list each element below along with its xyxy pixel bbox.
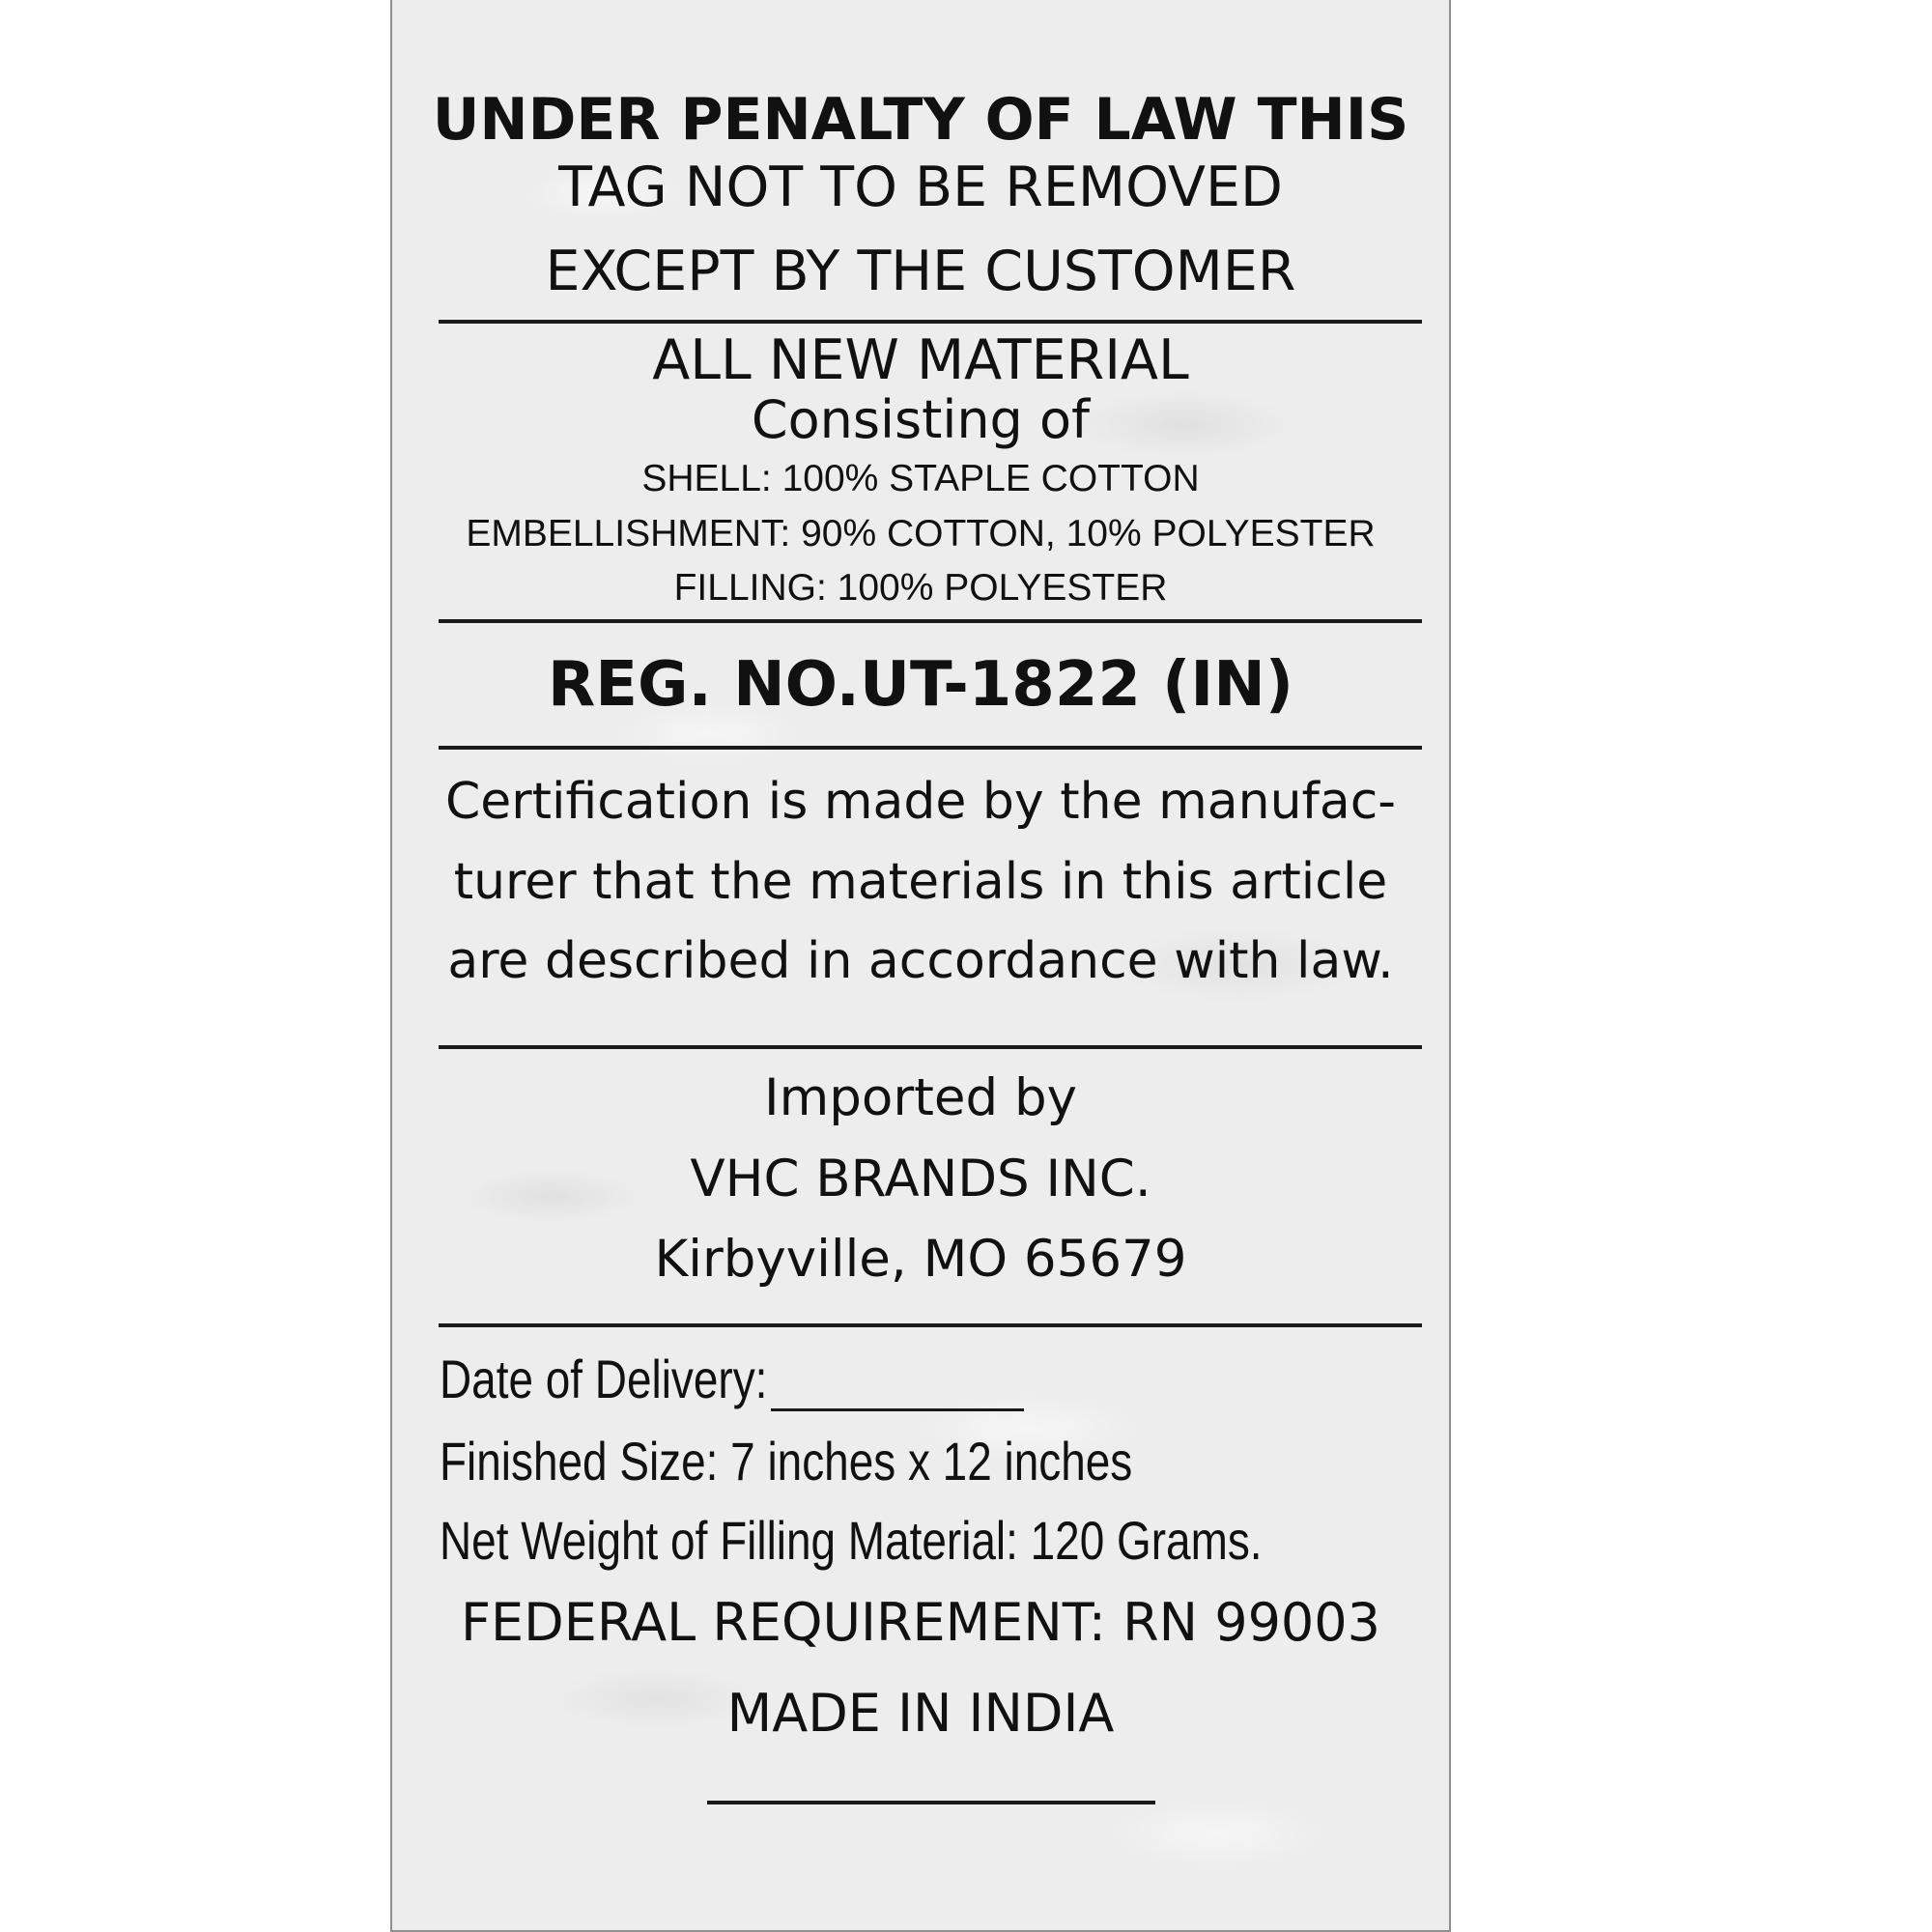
material-filling: FILLING: 100% POLYESTER (673, 567, 1168, 609)
divider-4 (439, 1045, 1422, 1049)
divider-2 (439, 619, 1422, 623)
country-of-origin: MADE IN INDIA (726, 1683, 1115, 1744)
importer-name: VHC BRANDS INC. (690, 1150, 1151, 1208)
importer-address: Kirbyville, MO 65679 (654, 1230, 1187, 1289)
delivery-date-label: Date of Delivery: (440, 1349, 768, 1409)
material-subheading: Consisting of (751, 389, 1091, 450)
signature-line (707, 1801, 1155, 1804)
warning-line-1: UNDER PENALTY OF LAW THIS (432, 86, 1409, 154)
certification-line-2: turer that the materials in this article (453, 853, 1388, 911)
certification-line-1: Certification is made by the manufac- (444, 773, 1397, 831)
federal-requirement: FEDERAL REQUIREMENT: RN 99003 (460, 1592, 1380, 1653)
net-weight: Net Weight of Filling Material: 120 Grams. (440, 1510, 1263, 1571)
warning-line-2: TAG NOT TO BE REMOVED (558, 156, 1283, 219)
law-tag (390, 0, 1451, 1932)
divider-3 (439, 746, 1422, 750)
divider-1 (439, 320, 1422, 324)
material-heading: ALL NEW MATERIAL (652, 328, 1189, 392)
delivery-date-field[interactable] (771, 1408, 1024, 1411)
warning-line-3: EXCEPT BY THE CUSTOMER (545, 240, 1296, 303)
material-shell: SHELL: 100% STAPLE COTTON (641, 458, 1200, 499)
registration-number: REG. NO.UT-1822 (IN) (547, 649, 1294, 721)
divider-5 (439, 1323, 1422, 1327)
material-embellishment: EMBELLISHMENT: 90% COTTON, 10% POLYESTER (466, 513, 1376, 554)
importer-label: Imported by (763, 1068, 1077, 1127)
finished-size: Finished Size: 7 inches x 12 inches (440, 1431, 1133, 1492)
certification-line-3: are described in accordance with law. (447, 932, 1394, 990)
